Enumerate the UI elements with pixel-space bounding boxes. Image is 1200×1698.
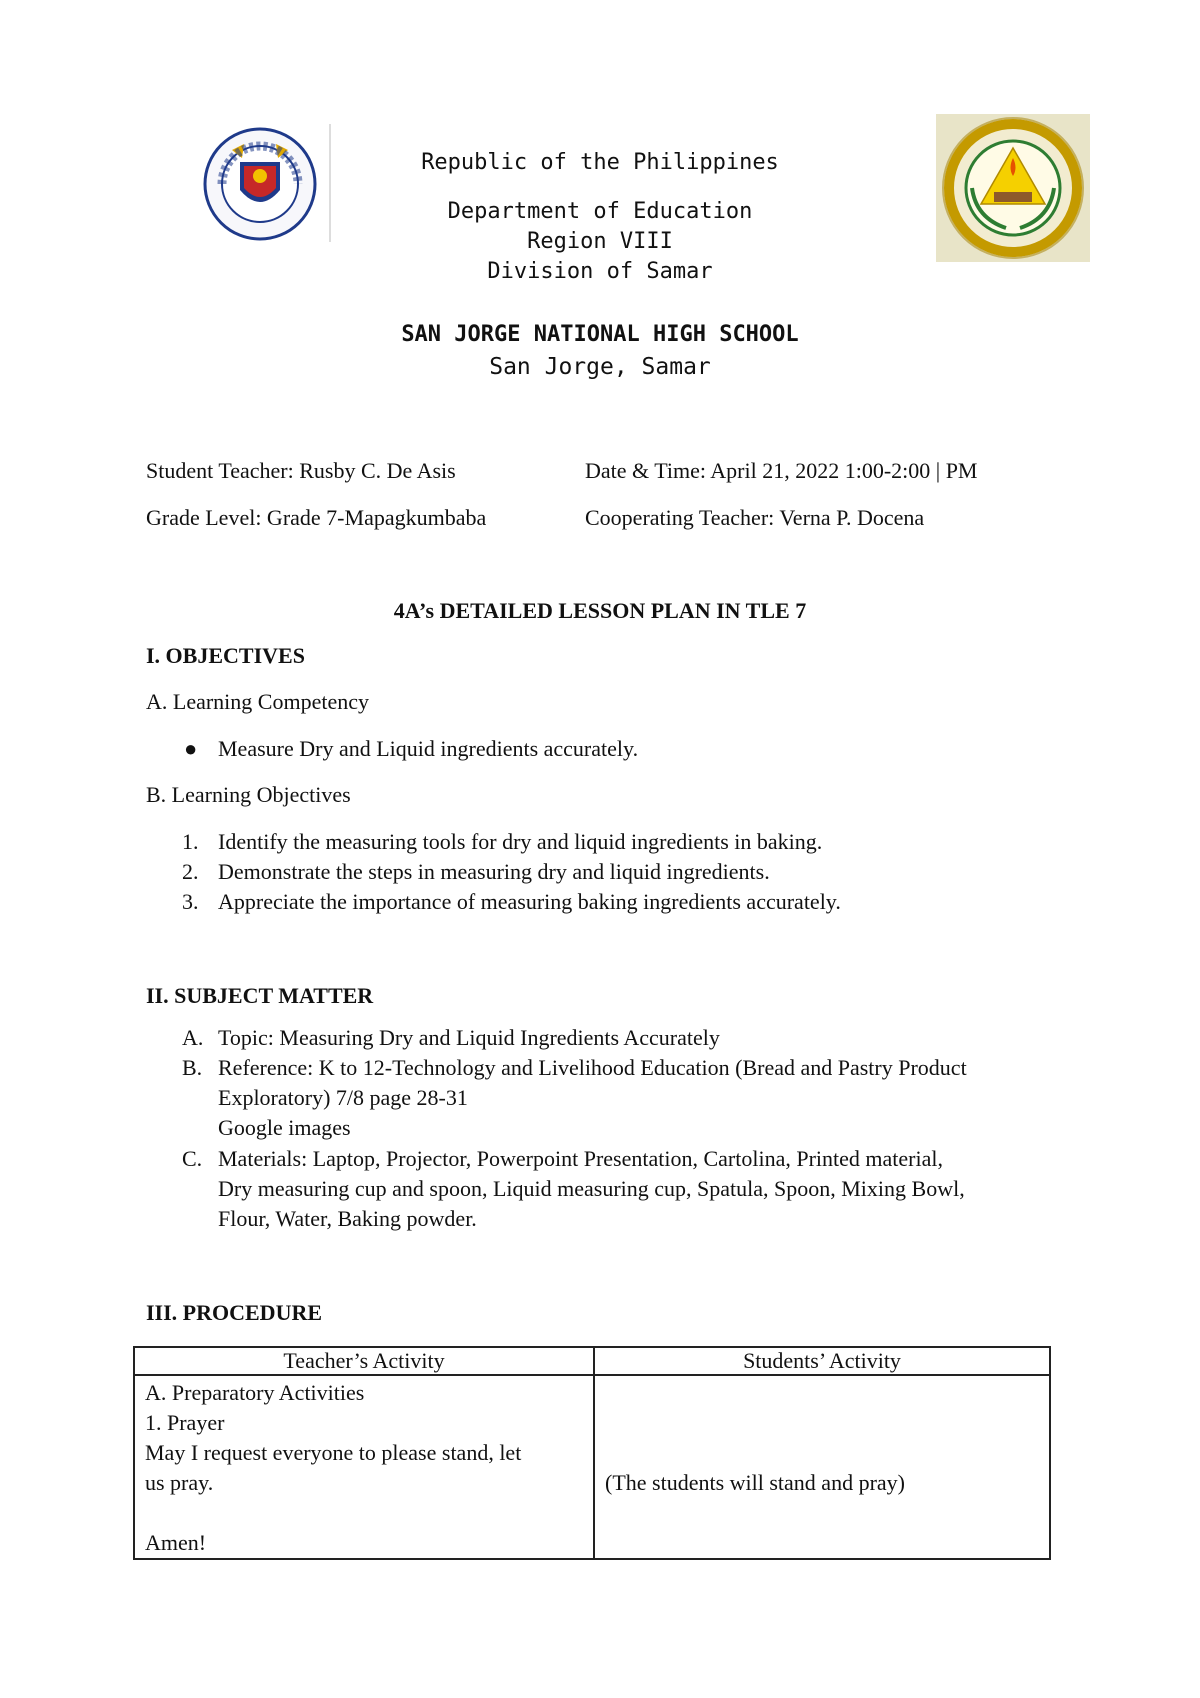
header-republic: Republic of the Philippines xyxy=(421,150,779,175)
item-letter: A. xyxy=(182,1025,204,1050)
item-line: Dry measuring cup and spoon, Liquid measuring cup, Spatula, Spoon, Mixing Bowl, xyxy=(218,1176,965,1201)
procedure-table xyxy=(133,1346,1051,1560)
objective-number: 1. xyxy=(182,829,199,854)
students-activity-header: Students’ Activity xyxy=(594,1347,1050,1375)
cooperating-teacher: Cooperating Teacher: Verna P. Docena xyxy=(585,505,925,530)
school-name: SAN JORGE NATIONAL HIGH SCHOOL xyxy=(401,322,799,347)
teacher-line: us pray. xyxy=(145,1470,214,1495)
lesson-plan-title: 4A’s DETAILED LESSON PLAN IN TLE 7 xyxy=(393,598,807,623)
item-line: Flour, Water, Baking powder. xyxy=(218,1206,477,1231)
school-location: San Jorge, Samar xyxy=(489,354,711,380)
student-spacer xyxy=(605,1378,1039,1468)
teacher-activity-header: Teacher’s Activity xyxy=(134,1347,594,1375)
item-line: Reference: K to 12-Technology and Livelihood Education (Bread and Pastry Product xyxy=(218,1055,967,1080)
objective-text: Appreciate the importance of measuring baking ingredients accurately. xyxy=(218,889,841,914)
header-deped: Department of Education xyxy=(447,199,753,224)
objective-item xyxy=(182,829,823,855)
grade-level: Grade Level: Grade 7-Mapagkumbaba xyxy=(146,505,487,530)
objective-number: 2. xyxy=(182,859,199,884)
teacher-activity-cell xyxy=(134,1375,594,1559)
subject-item-materials xyxy=(182,1144,1098,1234)
teacher-line: 1. Prayer xyxy=(145,1410,225,1435)
objective-text: Identify the measuring tools for dry and liquid ingredients in baking. xyxy=(218,829,823,854)
item-letter: C. xyxy=(182,1146,203,1171)
learning-objectives-heading: B. Learning Objectives xyxy=(146,782,351,807)
item-line: Materials: Laptop, Projector, Powerpoint Presentation, Cartolina, Printed material, xyxy=(218,1146,943,1171)
item-line: Google images xyxy=(218,1115,351,1140)
subject-item-topic xyxy=(182,1023,1098,1053)
objective-item xyxy=(182,859,770,885)
subject-item-reference xyxy=(182,1053,1098,1143)
item-line: Exploratory) 7/8 page 28-31 xyxy=(218,1085,468,1110)
student-response: (The students will stand and pray) xyxy=(605,1470,905,1495)
teacher-line: Amen! xyxy=(145,1530,207,1555)
students-activity-cell xyxy=(594,1375,1050,1559)
learning-competency-heading: A. Learning Competency xyxy=(146,689,369,714)
objective-number: 3. xyxy=(182,889,199,914)
header-division: Division of Samar xyxy=(487,259,713,284)
date-time: Date & Time: April 21, 2022 1:00-2:00 | PM xyxy=(585,458,978,483)
student-teacher: Student Teacher: Rusby C. De Asis xyxy=(146,458,456,483)
teacher-line: May I request everyone to please stand, let xyxy=(145,1440,522,1465)
teacher-blank-line xyxy=(145,1498,583,1528)
header-region: Region VIII xyxy=(527,229,673,254)
objective-text: Demonstrate the steps in measuring dry and liquid ingredients. xyxy=(218,859,770,884)
deped-logo xyxy=(192,124,334,242)
item-line: Topic: Measuring Dry and Liquid Ingredients Accurately xyxy=(218,1025,720,1050)
objective-item xyxy=(182,889,841,915)
procedure-heading: III. PROCEDURE xyxy=(146,1300,323,1325)
objectives-heading: I. OBJECTIVES xyxy=(146,643,305,668)
competency-item: Measure Dry and Liquid ingredients accurately. xyxy=(218,736,639,761)
item-letter: B. xyxy=(182,1055,203,1080)
teacher-line: A. Preparatory Activities xyxy=(145,1380,365,1405)
bullet-icon: ● xyxy=(184,736,198,761)
subject-matter-heading: II. SUBJECT MATTER xyxy=(146,983,374,1008)
